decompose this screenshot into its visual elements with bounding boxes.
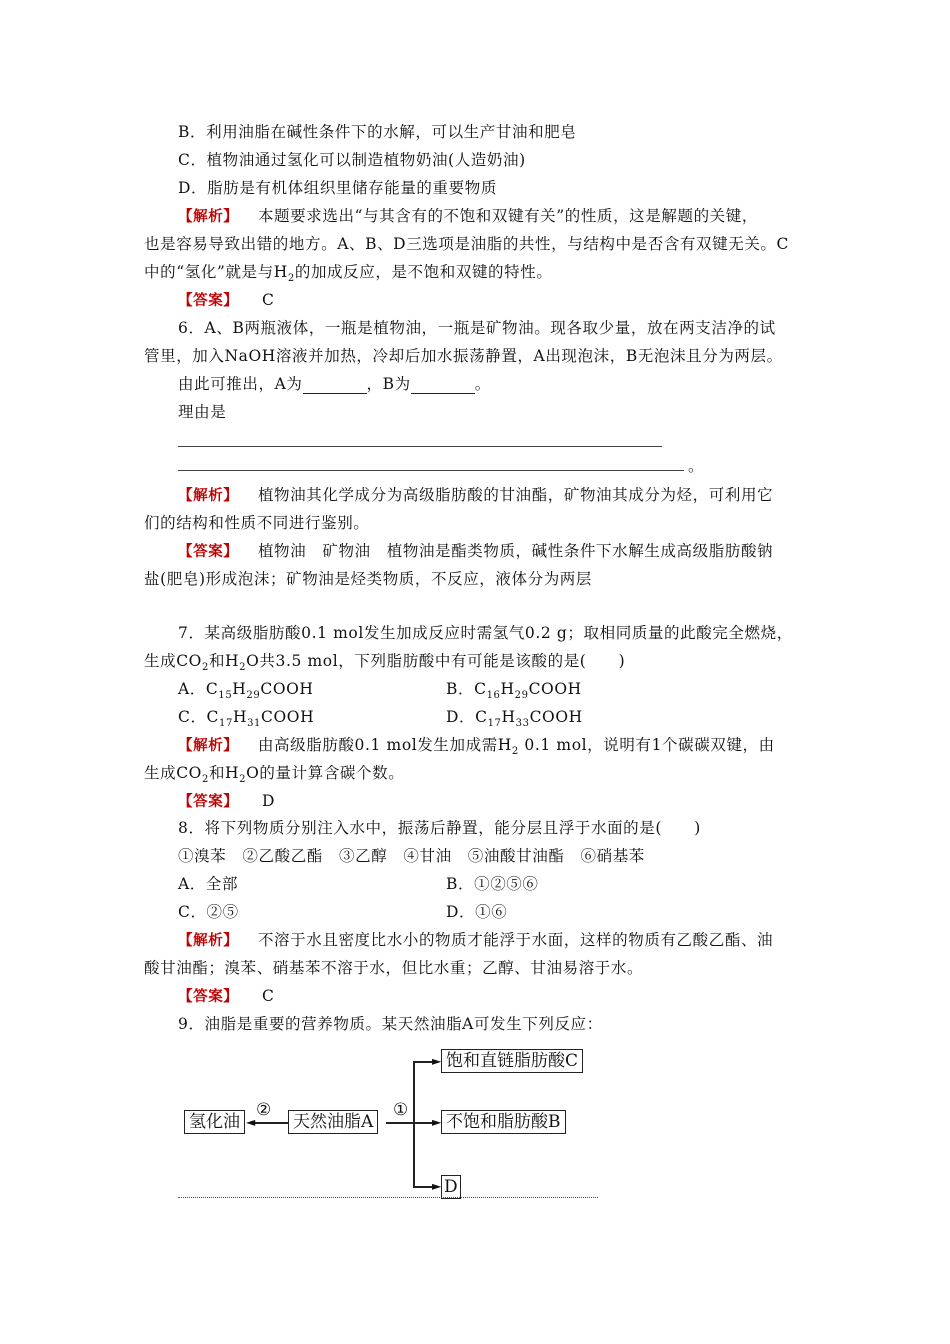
q5-answer (178, 290, 274, 311)
analysis-text (257, 736, 775, 758)
subscript: 16 (486, 690, 501, 702)
q6-stem-line-1: 6．A、B两瓶液体，一瓶是植物油，一瓶是矿物油。现各取少量，放在两支洁净的试 (178, 319, 776, 337)
analysis-text: 不溶于水且密度比水小的物质才能浮于水面，这样的物质有乙酸乙酯、油 (257, 931, 774, 949)
answer-blank-a[interactable] (303, 377, 367, 394)
subscript: 15 (218, 690, 233, 702)
q7-option-b[interactable] (446, 679, 582, 702)
subscript: 2 (511, 746, 519, 758)
q8-option-a[interactable]: A．全部 (178, 875, 239, 893)
formula-part: COOH (528, 680, 582, 698)
formula-part: A．C (178, 680, 219, 698)
branch-line (413, 1061, 415, 1187)
answer-value: D (261, 792, 275, 810)
stem-text: 由此可推出，A为 (178, 375, 303, 393)
q7-option-c[interactable] (178, 707, 315, 730)
stem-text: 和H (208, 652, 240, 670)
reason-answer-line-1[interactable] (178, 446, 662, 447)
analysis-text-part: 0.1 mol，说明有1个碳碳双键，由 (518, 736, 775, 754)
q6-stem-line-3 (178, 374, 491, 394)
q8-option-c[interactable]: C．②⑤ (178, 903, 239, 921)
answer-blank-b[interactable] (411, 377, 475, 394)
answer-tag: 【答案】 (178, 293, 239, 309)
q7-option-a[interactable] (178, 679, 314, 702)
q5-option-b: B．利用油脂在碱性条件下的水解，可以生产甘油和肥皂 (178, 123, 577, 141)
arrowhead-icon: ► (432, 1115, 442, 1129)
q9-stem: 9．油脂是重要的营养物质。某天然油脂A可发生下列反应： (178, 1015, 603, 1033)
reaction-label-1: ① (393, 1100, 409, 1120)
subscript: 2 (201, 662, 209, 674)
subscript: 29 (246, 690, 261, 702)
analysis-text: 植物油其化学成分为高级脂肪酸的甘油酯，矿物油其成分为烃，可利用它 (257, 486, 774, 504)
subscript: 17 (219, 718, 233, 730)
analysis-tag: 【解析】 (178, 738, 239, 754)
answer-tag: 【答案】 (178, 544, 239, 560)
subscript: 2 (239, 774, 247, 786)
box-hydrogenated-oil: 氢化油 (184, 1110, 245, 1134)
subscript: 2 (239, 662, 247, 674)
q6-answer-line-1 (178, 541, 773, 562)
q5-option-c: C．植物油通过氢化可以制造植物奶油(人造奶油) (178, 151, 526, 169)
subscript: 29 (514, 690, 529, 702)
q6-stem-line-2: 管里，加入NaOH溶液并加热，冷却后加水振荡静置，A出现泡沫，B无泡沫且分为两层。 (144, 347, 783, 365)
stem-text: O共3.5 mol，下列脂肪酸中有可能是该酸的是( ) (246, 652, 626, 670)
box-unsaturated-acid-b: 不饱和脂肪酸B (441, 1110, 566, 1134)
q6-reason-label: 理由是 (178, 403, 227, 421)
q7-analysis-line-2 (144, 763, 405, 786)
q7-analysis-line-1 (178, 735, 775, 756)
analysis-tag: 【解析】 (178, 209, 239, 225)
q5-analysis-line-3 (144, 262, 553, 285)
answer-value: C (261, 987, 275, 1005)
box-saturated-acid-c: 饱和直链脂肪酸C (441, 1049, 583, 1073)
arrowhead-icon: ► (432, 1179, 442, 1193)
q8-analysis-line-2: 酸甘油酯；溴苯、硝基苯不溶于水，但比水重；乙醇、甘油易溶于水。 (144, 959, 644, 977)
subscript: 2 (201, 774, 209, 786)
formula-part: COOH (529, 708, 583, 726)
analysis-tag: 【解析】 (178, 933, 239, 949)
formula-part: H (500, 680, 515, 698)
q7-stem-line-1: 7．某高级脂肪酸0.1 mol发生加成反应时需氢气0.2 g；取相同质量的此酸完全燃烧， (178, 624, 793, 642)
subscript: 2 (287, 273, 295, 285)
analysis-text: 的加成反应，是不饱和双键的特性。 (294, 263, 553, 281)
q7-stem-line-2 (144, 651, 626, 674)
answer-value: C (261, 291, 275, 309)
q5-analysis-line-2: 也是容易导致出错的地方。A、B、D三选项是油脂的共性，与结构中是否含有双键无关。C (144, 235, 789, 253)
box-d: D (441, 1175, 461, 1199)
arrowhead-left-icon: ◄ (246, 1115, 256, 1129)
answer-tag: 【答案】 (178, 794, 239, 810)
analysis-text-part: 生成CO (144, 764, 202, 782)
q6-analysis-line-2: 们的结构和性质不同进行鉴别。 (144, 514, 370, 532)
analysis-text-part: 由高级脂肪酸0.1 mol发生加成需H (257, 736, 512, 754)
analysis-text: 本题要求选出“与其含有的不饱和双键有关”的性质，这是解题的关键， (257, 207, 758, 225)
q6-analysis-line-1 (178, 485, 773, 506)
box-natural-oil-a: 天然油脂A (288, 1110, 378, 1134)
subscript: 31 (247, 718, 262, 730)
answer-tag: 【答案】 (178, 989, 239, 1005)
q7-option-d[interactable] (446, 707, 583, 730)
q6-answer-line-2: 盐(肥皂)形成泡沫；矿物油是烃类物质，不反应，液体分为两层 (144, 570, 592, 588)
subscript: 17 (487, 718, 502, 730)
formula-part: H (232, 680, 247, 698)
formula-part: B．C (446, 680, 487, 698)
q8-analysis-line-1 (178, 930, 773, 951)
formula-part: H (501, 708, 516, 726)
formula-part: COOH (261, 708, 315, 726)
formula-part: D．C (446, 708, 488, 726)
q5-analysis-line-1 (178, 206, 758, 227)
q7-answer (178, 791, 275, 812)
analysis-tag: 【解析】 (178, 488, 239, 504)
q8-answer (178, 986, 274, 1007)
formula-part: COOH (260, 680, 314, 698)
q8-stem: 8．将下列物质分别注入水中，振荡后静置，能分层且浮于水面的是( ) (178, 819, 701, 837)
analysis-text-part: O的量计算含碳个数。 (246, 764, 405, 782)
formula-part: H (232, 708, 248, 726)
formula-part: C．C (178, 708, 220, 726)
stem-text: 。 (474, 375, 491, 393)
q5-option-d: D．脂肪是有机体组织里储存能量的重要物质 (178, 179, 497, 197)
reaction-label-2: ② (256, 1100, 272, 1120)
q8-option-d[interactable]: D．①⑥ (446, 903, 508, 921)
q6-end-mark: 。 (688, 457, 705, 475)
analysis-text-part: 和H (208, 764, 240, 782)
subscript: 33 (515, 718, 530, 730)
q8-option-b[interactable]: B．①②⑤⑥ (446, 875, 539, 893)
analysis-text: 中的“氢化”就是与H (144, 263, 288, 281)
stem-text: 生成CO (144, 652, 202, 670)
arrow-a-to-hydro (252, 1122, 288, 1124)
reason-answer-line-2[interactable] (178, 470, 684, 471)
q8-items: ①溴苯 ②乙酸乙酯 ③乙醇 ④甘油 ⑤油酸甘油酯 ⑥硝基苯 (178, 847, 645, 865)
stem-text: ，B为 (366, 375, 411, 393)
arrow-a-to-branch (386, 1122, 414, 1124)
page-break-divider (178, 1197, 598, 1198)
answer-text: 植物油 矿物油 植物油是酯类物质，碱性条件下水解生成高级脂肪酸钠 (257, 542, 774, 560)
arrowhead-icon: ► (432, 1054, 442, 1068)
